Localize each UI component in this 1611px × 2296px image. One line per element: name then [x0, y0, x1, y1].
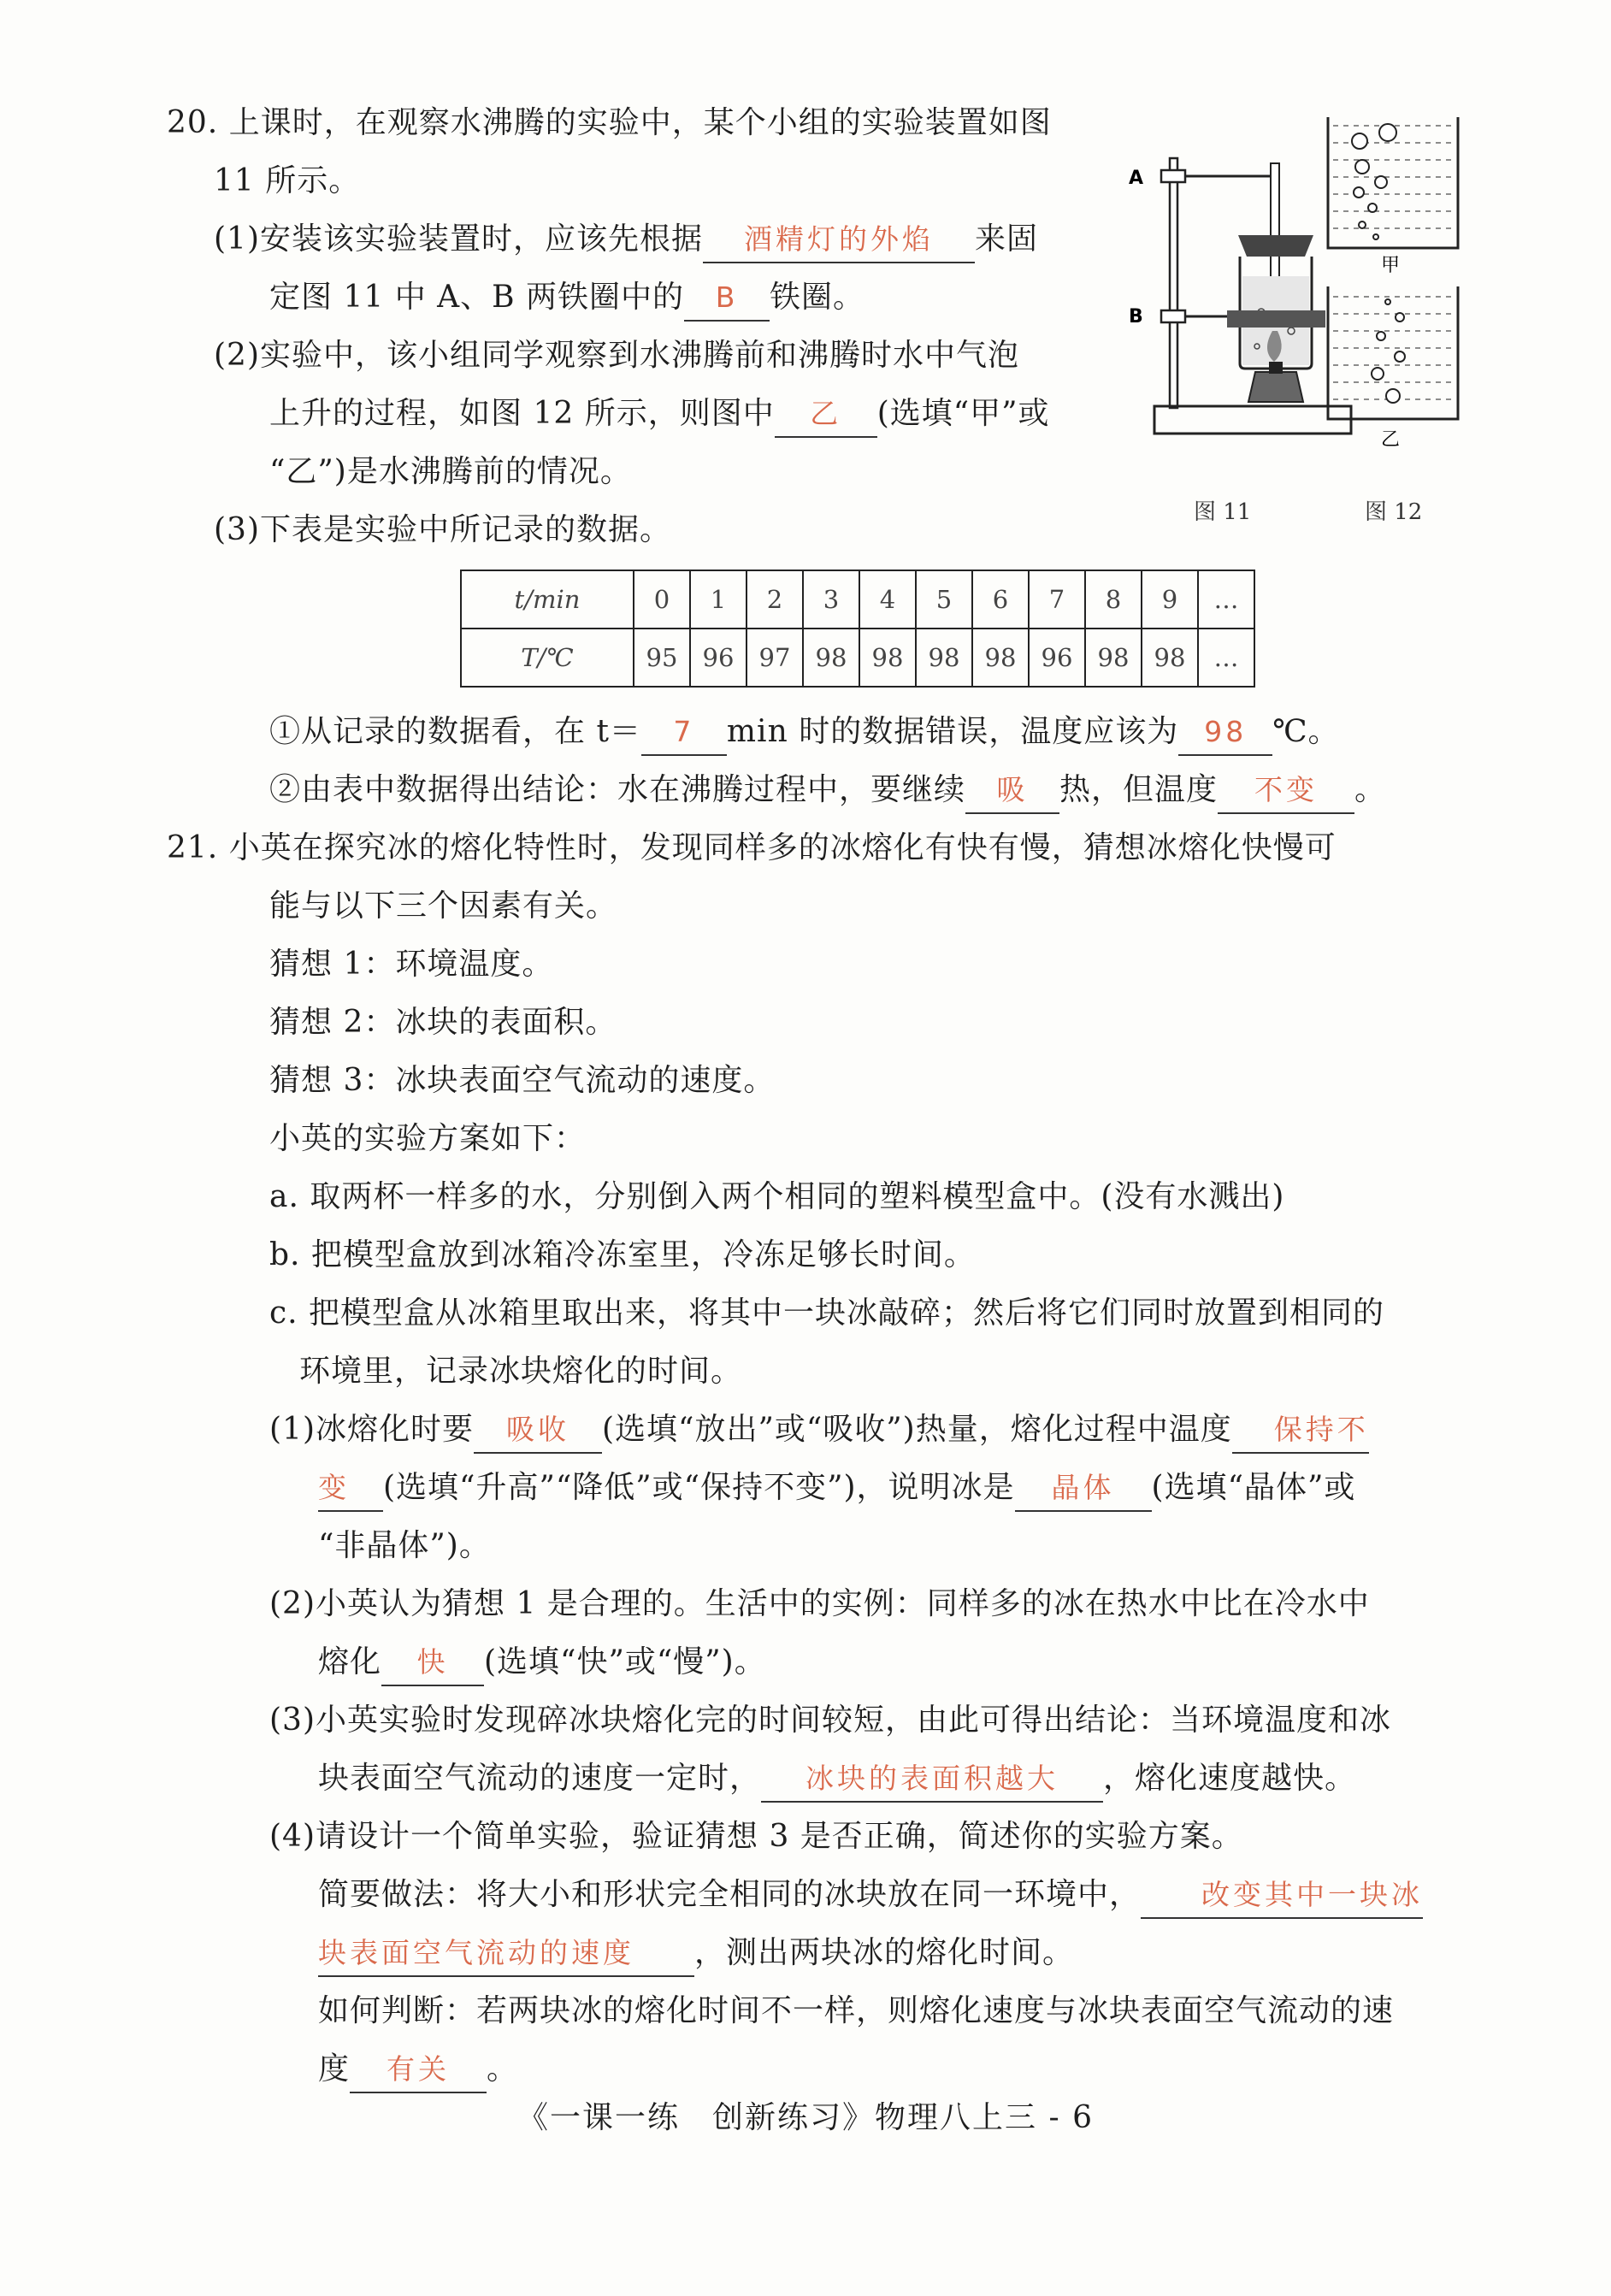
figure-12-bubbles: [1321, 107, 1471, 466]
q21-plan-title: 小英的实验方案如下：: [269, 1121, 587, 1156]
water-lines-yi: [1333, 297, 1453, 399]
answer-blank: 7: [641, 710, 727, 756]
q21-part4-text: 。: [487, 2051, 519, 2086]
answer-blank: 块表面空气流动的速度: [318, 1931, 694, 1977]
conclusion-text: ②由表中数据得出结论：水在沸腾过程中，要继续: [269, 772, 966, 807]
q21-step-a: a. 取两杯一样多的水，分别倒入两个相同的塑料模型盒中。(没有水溅出): [269, 1179, 1285, 1214]
q21-part1-line3: “非晶体”)。: [318, 1528, 491, 1563]
answer-blank: 有关: [350, 2047, 487, 2093]
answer-blank: 吸: [965, 768, 1059, 814]
table-header-temp: T/℃: [461, 629, 634, 687]
q20-part2-line1: (2)实验中，该小组同学观察到水沸腾前和沸腾时水中气泡: [214, 338, 1019, 373]
q21-part3-text: 块表面空气流动的速度一定时，: [318, 1761, 762, 1796]
table-row-temp: [461, 629, 1254, 687]
answer-blank: 乙: [775, 392, 877, 438]
table-cell: 96: [1029, 629, 1085, 687]
answer-blank: 酒精灯的外焰: [703, 217, 975, 263]
clamp-a: [1161, 170, 1185, 182]
answer-blank: B: [684, 275, 770, 322]
q21-intro-line2: 能与以下三个因素有关。: [269, 888, 618, 924]
bubbles-jia: [1352, 124, 1396, 239]
q21-part1-text: (选填“放出”或“吸收”)热量，熔化过程中温度: [602, 1412, 1232, 1447]
answer-blank: 改变其中一块冰: [1141, 1873, 1423, 1919]
q21-guess2: 猜想 2：冰块的表面积。: [269, 1005, 617, 1040]
q20-conclusion2: [269, 768, 1386, 814]
figure-11-caption: 图 11: [1194, 499, 1252, 525]
label-yi: 乙: [1381, 429, 1401, 451]
q20-part1-text: 定图 11 中 A、B 两铁圈中的: [269, 280, 685, 315]
table-cell: 6: [972, 570, 1029, 629]
q20-part3-line: (3)下表是实验中所记录的数据。: [214, 512, 671, 547]
answer-blank: 变: [318, 1466, 383, 1512]
answer-blank: 晶体: [1015, 1466, 1152, 1512]
q20-part2-line3: “乙”)是水沸腾前的情况。: [269, 454, 632, 489]
table-cell: 98: [972, 629, 1029, 687]
q21-part4-line1: (4)请设计一个简单实验，验证猜想 3 是否正确，简述你的实验方案。: [269, 1819, 1243, 1854]
q21-part4-line2: [318, 1873, 1423, 1919]
q21-part2-line1: (2)小英认为猜想 1 是合理的。生活中的实例：同样多的冰在热水中比在冷水中: [269, 1586, 1370, 1621]
bubbles-yi: [1372, 299, 1405, 403]
page-footer: 《一课一练 创新练习》物理八上三 - 6: [517, 2100, 1094, 2135]
table-cell: 95: [634, 629, 690, 687]
table-cell: 2: [746, 570, 803, 629]
table-cell: 3: [803, 570, 859, 629]
q20-part2-text: (选填“甲”或: [876, 396, 1050, 431]
table-cell: 9: [1142, 570, 1198, 629]
label-a: A: [1129, 168, 1144, 189]
answer-blank: 98: [1178, 710, 1272, 756]
q20-part2-text: 上升的过程，如图 12 所示，则图中: [269, 396, 775, 431]
q21-part4-text: ，测出两块冰的熔化时间。: [694, 1935, 1075, 1970]
q21-step-c1: c. 把模型盒从冰箱里取出来，将其中一块冰敲碎；然后将它们同时放置到相同的: [269, 1296, 1385, 1331]
answer-blank: 冰块的表面积越大: [761, 1756, 1103, 1803]
table-cell: 8: [1085, 570, 1142, 629]
stand-pole: [1170, 158, 1177, 408]
q21-part1-text: (选填“晶体”或: [1151, 1470, 1356, 1505]
q20-part1-line2: [269, 275, 865, 322]
lamp-wick: [1269, 362, 1283, 374]
q21-part4-line5: [318, 2047, 518, 2093]
q21-guess1: 猜想 1：环境温度。: [269, 947, 554, 982]
q20-conclusion1: [269, 710, 1339, 756]
q21-part2-text: 熔化: [318, 1644, 382, 1679]
clamp-b: [1161, 310, 1185, 322]
q21-intro-line1: 21. 小英在探究冰的熔化特性时，发现同样多的冰熔化有快有慢，猜想冰熔化快慢可: [167, 830, 1337, 865]
q21-step-c2: 环境里，记录冰块熔化的时间。: [299, 1354, 743, 1389]
table-cell: 4: [859, 570, 916, 629]
q21-part4-line3: [318, 1931, 1074, 1977]
answer-blank: 快: [381, 1640, 484, 1686]
q21-part2-line2: [318, 1640, 766, 1686]
data-table: [460, 570, 1255, 688]
table-cell: 97: [746, 629, 803, 687]
table-cell: 98: [916, 629, 972, 687]
q20-part1-line1: [214, 217, 1038, 263]
label-b: B: [1129, 306, 1143, 328]
q20-intro-line2: 11 所示。: [214, 163, 361, 198]
answer-blank: 保持不: [1232, 1408, 1369, 1454]
table-cell: 7: [1029, 570, 1085, 629]
table-cell: …: [1198, 570, 1254, 629]
conclusion-text: 。: [1354, 772, 1387, 807]
table-row-time: [461, 570, 1254, 629]
q21-part1-text: (选填“升高”“降低”或“保持不变”)，说明冰是: [383, 1470, 1015, 1505]
table-cell: 98: [1142, 629, 1198, 687]
table-cell: 98: [859, 629, 916, 687]
q20-intro-line1: 20. 上课时，在观察水沸腾的实验中，某个小组的实验装置如图: [167, 105, 1052, 140]
q21-part4-text: 度: [318, 2051, 351, 2086]
table-cell: 96: [690, 629, 746, 687]
q21-part4-line4: 如何判断：若两块冰的熔化时间不一样，则熔化速度与冰块表面空气流动的速: [318, 1993, 1395, 2028]
figure-12-caption: 图 12: [1365, 499, 1423, 525]
q21-part1-text: (1)冰熔化时要: [269, 1412, 474, 1447]
q20-part1-text: (1)安装该实验装置时，应该先根据: [214, 221, 703, 257]
answer-blank: 吸收: [474, 1408, 602, 1454]
table-cell: 98: [803, 629, 859, 687]
conclusion-text: ℃。: [1272, 714, 1340, 749]
conclusion-text: ①从记录的数据看，在 t＝: [269, 714, 641, 749]
q21-step-b: b. 把模型盒放到冰箱冷冻室里，冷冻足够长时间。: [269, 1237, 976, 1272]
q21-part4-text: 简要做法：将大小和形状完全相同的冰块放在同一环境中，: [318, 1877, 1142, 1912]
beaker-lid: [1238, 235, 1313, 257]
q21-part2-text: (选填“快”或“慢”)。: [484, 1644, 766, 1679]
table-cell: 0: [634, 570, 690, 629]
alcohol-lamp: [1248, 372, 1303, 402]
table-header-time: t/min: [461, 570, 634, 629]
q21-part1-line1: [269, 1408, 1369, 1454]
q21-part1-line2: [318, 1466, 1355, 1512]
answer-blank: 不变: [1218, 768, 1354, 814]
q20-part2-line2: [269, 392, 1050, 438]
table-cell: 98: [1085, 629, 1142, 687]
conclusion-text: 热，但温度: [1059, 772, 1219, 807]
table-cell: …: [1198, 629, 1254, 687]
label-jia: 甲: [1381, 255, 1401, 276]
q21-guess3: 猜想 3：冰块表面空气流动的速度。: [269, 1063, 776, 1098]
q21-part3-text: ，熔化速度越快。: [1103, 1761, 1357, 1796]
q20-part1-text: 来固: [975, 221, 1039, 257]
table-cell: 5: [916, 570, 972, 629]
q21-part3-line1: (3)小英实验时发现碎冰块熔化完的时间较短，由此可得出结论：当环境温度和冰: [269, 1703, 1391, 1738]
wire-gauze: [1227, 310, 1325, 328]
q20-part1-text: 铁圈。: [770, 280, 865, 315]
table-cell: 1: [690, 570, 746, 629]
q21-part3-line2: [318, 1756, 1356, 1803]
conclusion-text: min 时的数据错误，温度应该为: [726, 714, 1179, 749]
